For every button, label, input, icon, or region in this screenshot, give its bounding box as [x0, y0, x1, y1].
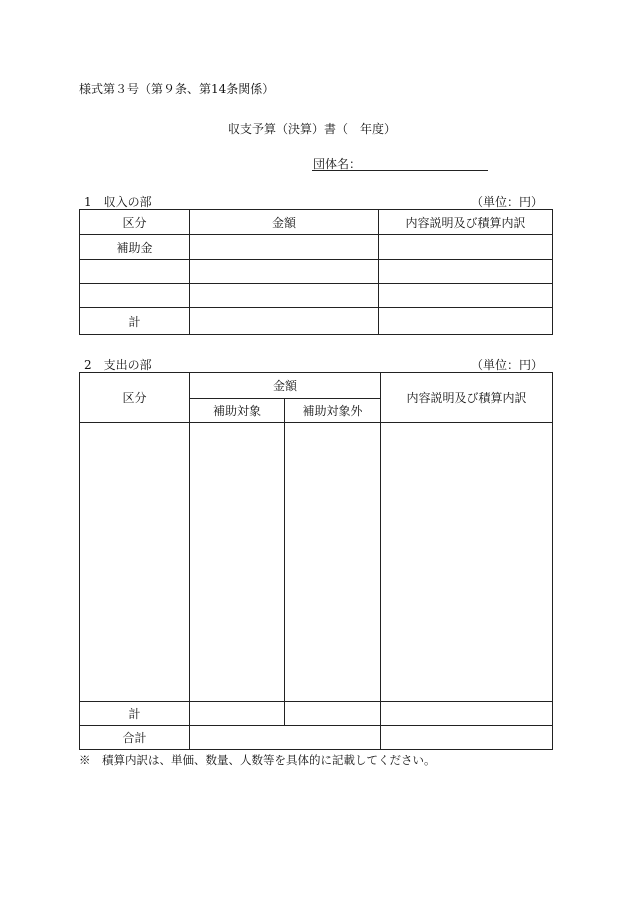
- expense-col-detail: 内容説明及び積算内訳: [381, 373, 553, 423]
- expense-col-subsidized: 補助対象: [190, 399, 285, 423]
- income-row-amount[interactable]: [190, 284, 379, 308]
- expense-heading: 2 支出の部: [84, 358, 152, 372]
- income-row-amount[interactable]: [190, 260, 379, 284]
- expense-total-subsidized[interactable]: [190, 702, 285, 726]
- expense-grand-total-detail[interactable]: [381, 726, 553, 750]
- organization-name-line[interactable]: [312, 170, 488, 171]
- expense-body-subsidized[interactable]: [190, 423, 285, 702]
- table-row: [80, 260, 553, 284]
- income-total-label: 計: [80, 308, 190, 335]
- income-header-row: [80, 210, 553, 235]
- document-title: 収支予算（決算）書（ 年度）: [228, 122, 397, 136]
- form-number: 様式第３号（第９条、第14条関係）: [79, 82, 275, 96]
- income-total-detail[interactable]: [379, 308, 553, 335]
- expense-grand-total-row: [80, 726, 553, 750]
- income-col-detail: 内容説明及び積算内訳: [379, 210, 553, 235]
- expense-col-nonsubsidized: 補助対象外: [285, 399, 381, 423]
- income-row-detail[interactable]: [379, 284, 553, 308]
- income-col-category: 区分: [80, 210, 190, 235]
- expense-col-amount: 金額: [190, 373, 381, 399]
- expense-total-label: 計: [80, 702, 190, 726]
- expense-col-category: 区分: [80, 373, 190, 423]
- expense-body-detail[interactable]: [381, 423, 553, 702]
- table-row: [80, 235, 553, 260]
- expense-grand-total-label: 合計: [80, 726, 190, 750]
- expense-table: [79, 372, 553, 750]
- expense-unit: （単位：円）: [471, 358, 544, 372]
- income-row-category[interactable]: [80, 260, 190, 284]
- income-row-detail[interactable]: [379, 235, 553, 260]
- income-total-row: [80, 308, 553, 335]
- income-table: [79, 209, 553, 335]
- income-row-detail[interactable]: [379, 260, 553, 284]
- expense-grand-total-amount[interactable]: [190, 726, 381, 750]
- expense-body-category[interactable]: [80, 423, 190, 702]
- footnote: ※ 積算内訳は、単価、数量、人数等を具体的に記載してください。: [79, 753, 436, 767]
- income-total-amount[interactable]: [190, 308, 379, 335]
- table-row: [80, 284, 553, 308]
- income-col-amount: 金額: [190, 210, 379, 235]
- organization-label: 団体名：: [313, 157, 362, 171]
- expense-total-detail[interactable]: [381, 702, 553, 726]
- expense-body-row: [80, 423, 553, 702]
- expense-total-nonsubsidized[interactable]: [285, 702, 381, 726]
- expense-header-row: [80, 373, 553, 399]
- income-row-category[interactable]: 補助金: [80, 235, 190, 260]
- income-unit: （単位：円）: [471, 195, 544, 209]
- income-row-amount[interactable]: [190, 235, 379, 260]
- expense-total-row: [80, 702, 553, 726]
- income-heading: 1 収入の部: [84, 195, 152, 209]
- income-row-category[interactable]: [80, 284, 190, 308]
- expense-body-nonsubsidized[interactable]: [285, 423, 381, 702]
